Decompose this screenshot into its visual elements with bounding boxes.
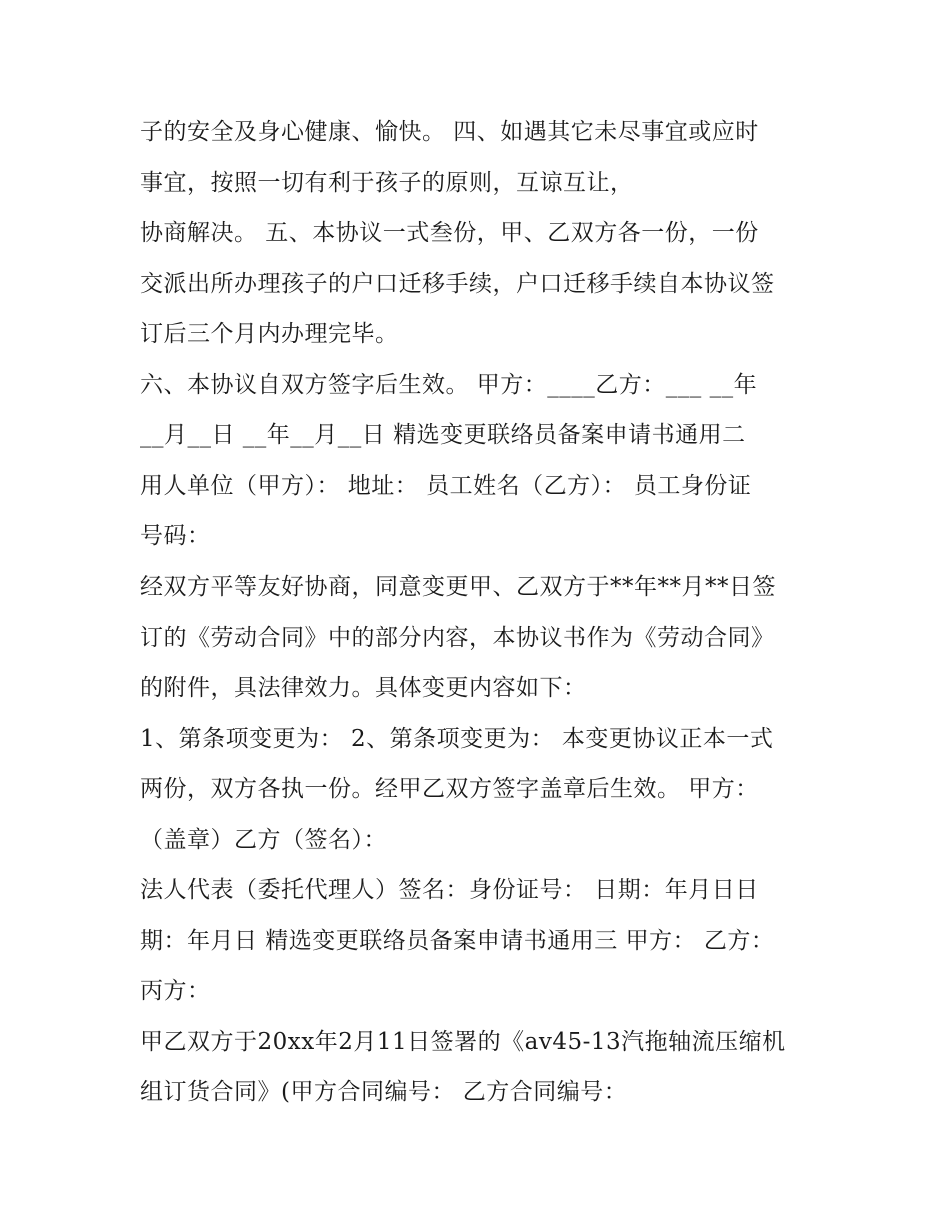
text-line: 的附件，具法律效力。具体变更内容如下： [140,675,587,701]
text-line: 协商解决。 五、本协议一式叁份，甲、乙双方各一份，一份 [140,220,759,246]
text-line: 法人代表（委托代理人）签名：身份证号： 日期：年月日日 [140,877,759,903]
text-line: 事宜，按照一切有利于孩子的原则，互谅互让， [140,170,634,196]
text-line: 订后三个月内办理完毕。 [140,321,399,347]
text-line: 组订货合同》(甲方合同编号： 乙方合同编号： [140,1079,628,1105]
text-line: 六、本协议自双方签字后生效。 甲方：____乙方：___ __年 [140,372,758,398]
text-line: 丙方： [140,978,211,1004]
text-line: 经双方平等友好协商，同意变更甲、乙双方于**年**月**日签 [140,574,776,600]
text-line: 期：年月日 精选变更联络员备案申请书通用三 甲方： 乙方： [140,928,775,954]
text-line: （盖章）乙方（签名）： [140,827,387,853]
text-line: 用人单位（甲方）： 地址： 员工姓名（乙方）： 员工身份证 [140,473,752,499]
text-line: 子的安全及身心健康、愉快。 四、如遇其它未尽事宜或应时 [140,119,759,145]
text-line: 号码： [140,523,211,549]
text-line: 交派出所办理孩子的户口迁移手续，户口迁移手续自本协议签 [140,271,775,297]
text-line: 1、第条项变更为： 2、第条项变更为： 本变更协议正本一式 [140,726,774,752]
text-line: 甲乙双方于20xx年2月11日签署的《av45-13汽拖轴流压缩机 [140,1029,786,1055]
text-line: __月__日 __年__月__日 精选变更联络员备案申请书通用二 [140,422,746,448]
text-line: 两份，双方各执一份。经甲乙双方签字盖章后生效。 甲方： [140,776,759,802]
text-line: 订的《劳动合同》中的部分内容，本协议书作为《劳动合同》 [140,625,775,651]
